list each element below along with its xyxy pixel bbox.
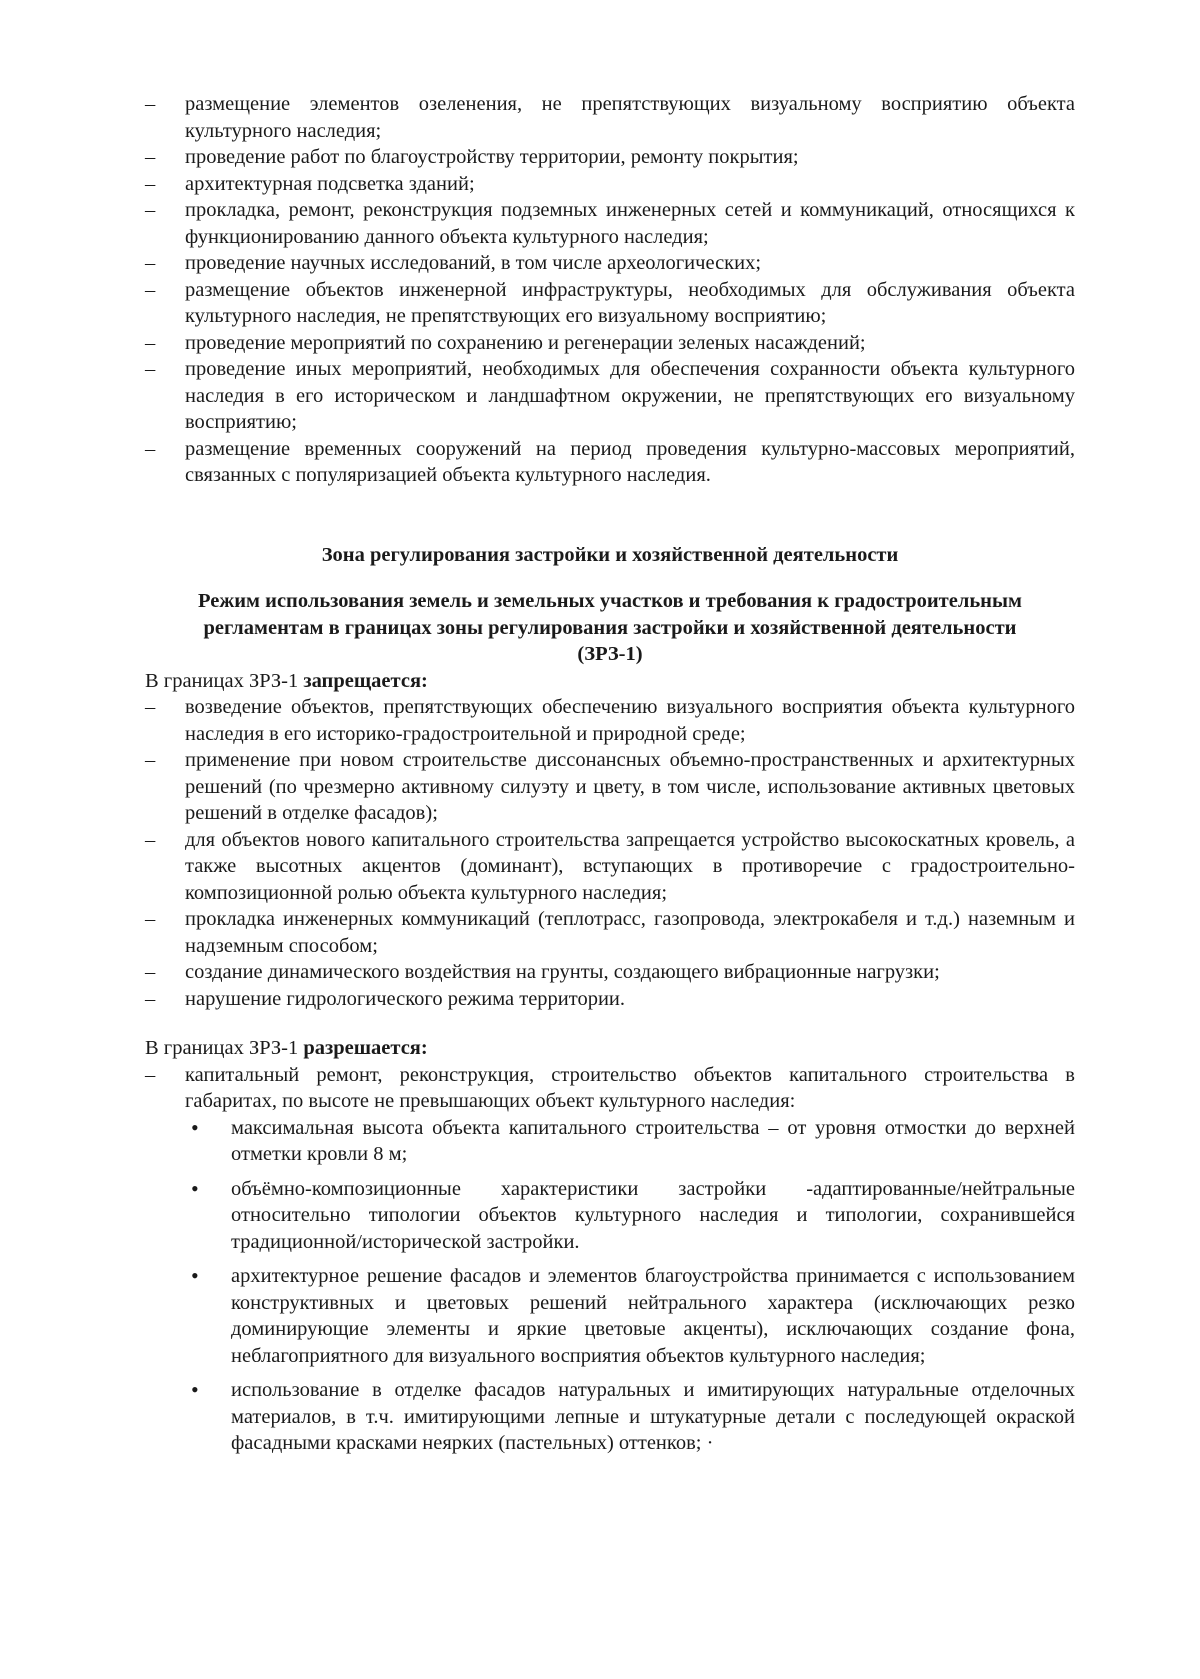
top-list — [145, 91, 1075, 489]
sublist-item: • максимальная высота объекта капитального строительства – от уровня отмостки до верхней отметки кровли 8 м; — [145, 1115, 1075, 1168]
sublist-item: • использование в отделке фасадов натуральных и имитирующих натуральные отделочных материалов, в т.ч. имитирующими лепные и штукатурные детали с последующей окраской фасадными красками неярких (пастельных) оттенков; · — [145, 1377, 1075, 1457]
allowed-intro-bold: разрешается: — [303, 1037, 428, 1059]
list-item: – прокладка инженерных коммуникаций (теплотрасс, газопровода, электрокабеля и т.д.) наземным и надземным способом; — [145, 906, 1075, 959]
prohibited-intro-prefix: В границах ЗРЗ-1 — [145, 669, 304, 692]
allowed-intro-prefix: В границах ЗРЗ-1 — [145, 1037, 304, 1059]
list-item: – проведение мероприятий по сохранению и регенерации зеленых насаждений; — [145, 330, 1075, 357]
list-item: – архитектурная подсветка зданий; — [145, 171, 1075, 198]
sublist-item: • объёмно-композиционные характеристики застройки -адаптированные/нейтральные относительно типологии объектов культурного наследия и типологии, сохранившейся традиционной/исторической застройки. — [145, 1176, 1075, 1256]
list-item: – размещение объектов инженерной инфраструктуры, необходимых для обслуживания объекта культурного наследия, не препятствующих его визуальному восприятию; — [145, 277, 1075, 330]
list-item: – для объектов нового капитального строительства запрещается устройство высокоскатных кровель, а также высотных акцентов (доминант), вступающих в противоречие с градостроительно-композиционной ролью объекта культурного наследия; — [145, 827, 1075, 907]
sublist-item: • архитектурное решение фасадов и элементов благоустройства принимается с использованием конструктивных и цветовых решений нейтрального характера (исключающих резко доминирующие элементы и яркие цветовые акценты), исключающих создание фона, неблагоприятного для визуального восприятия объектов культурного наследия; — [145, 1263, 1075, 1369]
prohibited-list — [145, 694, 1075, 1012]
list-item: – проведение научных исследований, в том числе археологических; — [145, 250, 1075, 277]
spacer — [145, 1012, 1075, 1035]
list-item: – создание динамического воздействия на грунты, создающего вибрационные нагрузки; — [145, 959, 1075, 986]
mode-heading: Режим использования земель и земельных участков и требования к градостроительным регламентам в границах зоны регулирования застройки и хозяйственной деятельности (ЗРЗ-1) — [198, 590, 1022, 665]
allowed-sublist — [145, 1115, 1075, 1457]
list-item: – размещение элементов озеленения, не препятствующих визуальному восприятию объекта культурного наследия; — [145, 91, 1075, 144]
list-item: – проведение работ по благоустройству территории, ремонту покрытия; — [145, 144, 1075, 171]
prohibited-intro-bold: запрещается: — [303, 669, 428, 692]
list-item: – капитальный ремонт, реконструкция, строительство объектов капитального строительства в габаритах, по высоте не превышающих объект культурного наследия: — [145, 1062, 1075, 1115]
list-item: – размещение временных сооружений на период проведения культурно-массовых мероприятий, связанных с популяризацией объекта культурного наследия. — [145, 436, 1075, 489]
zone-heading: Зона регулирования застройки и хозяйственной деятельности — [321, 543, 899, 566]
allowed-intro — [145, 1035, 1075, 1062]
list-item: – нарушение гидрологического режима территории. — [145, 986, 1075, 1013]
list-item: – прокладка, ремонт, реконструкция подземных инженерных сетей и коммуникаций, относящихся к функционированию данного объекта культурного наследия; — [145, 197, 1075, 250]
allowed-list — [145, 1062, 1075, 1115]
list-item: – возведение объектов, препятствующих обеспечению визуального восприятия объекта культурного наследия в его историко-градостроительной и природной среде; — [145, 694, 1075, 747]
list-item: – применение при новом строительстве диссонансных объемно-пространственных и архитектурных решений (по чрезмерно активному силуэту и цвету, в том числе, использование активных цветовых решений в отделке фасадов); — [145, 747, 1075, 827]
prohibited-intro — [145, 668, 1075, 695]
list-item: – проведение иных мероприятий, необходимых для обеспечения сохранности объекта культурного наследия в его историческом и ландшафтном окружении, не препятствующих его визуальному восприятию; — [145, 356, 1075, 436]
